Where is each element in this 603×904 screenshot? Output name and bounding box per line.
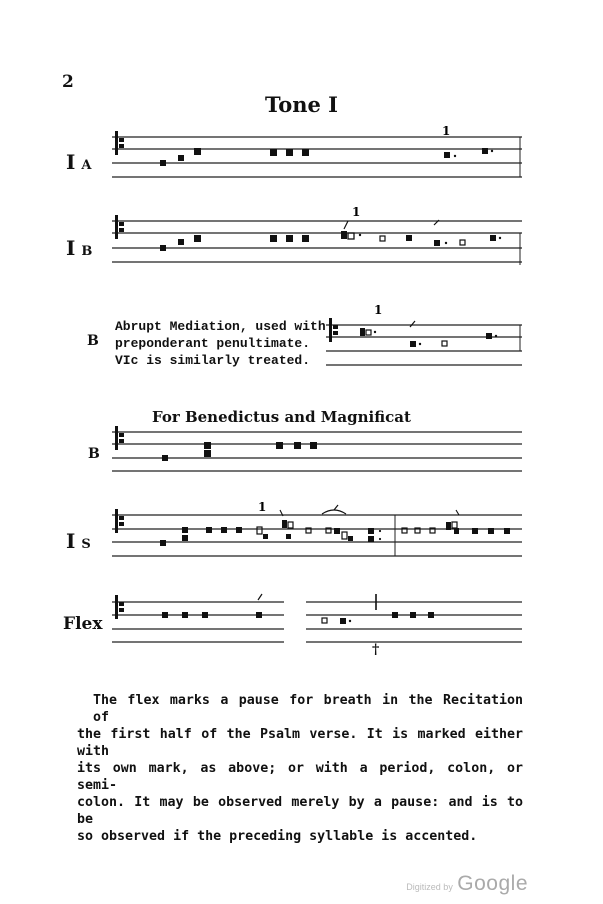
staff-label-flex: Flex — [63, 614, 103, 634]
abrupt-mediation-text: Abrupt Mediation, used with preponderant penultimate. VIc is similarly treated. — [115, 319, 326, 368]
page-title: Tone I — [265, 92, 338, 117]
svg-text:1: 1 — [374, 303, 383, 317]
svg-text:1: 1 — [352, 205, 361, 219]
c-clef-icon — [115, 131, 124, 155]
digitized-watermark: Digitized by Google — [406, 872, 528, 895]
staff-label-bened: B — [88, 446, 100, 462]
staff-label-ib: I B — [66, 236, 93, 260]
staff-flex-left — [112, 594, 288, 644]
staff-is — [112, 498, 524, 560]
page-number: 2 — [62, 72, 74, 92]
staff-label-is: I S — [66, 529, 91, 553]
staff-label-ia: I A — [66, 150, 92, 174]
staff-ia — [112, 122, 524, 184]
bened-heading: For Benedictus and Magnificat — [152, 408, 411, 426]
staff-ib — [112, 205, 524, 267]
staff-flex-right — [306, 594, 524, 644]
staff-label-abrupt: B — [87, 333, 99, 349]
staff-bened — [112, 424, 524, 474]
dagger-mark: † — [372, 642, 380, 658]
accent-number: 1 — [442, 124, 451, 138]
flex-explanation: The flex marks a pause for breath in the Recitation of the first half of the Psalm verse. It is marked either with its own mark, as above; or with a period, colon, or semi- colon. It may be observed merely by a pause: and is to be so observed if the preceding syllable is accented. — [77, 693, 523, 844]
svg-text:1: 1 — [258, 500, 267, 514]
staff-abrupt — [326, 300, 524, 370]
